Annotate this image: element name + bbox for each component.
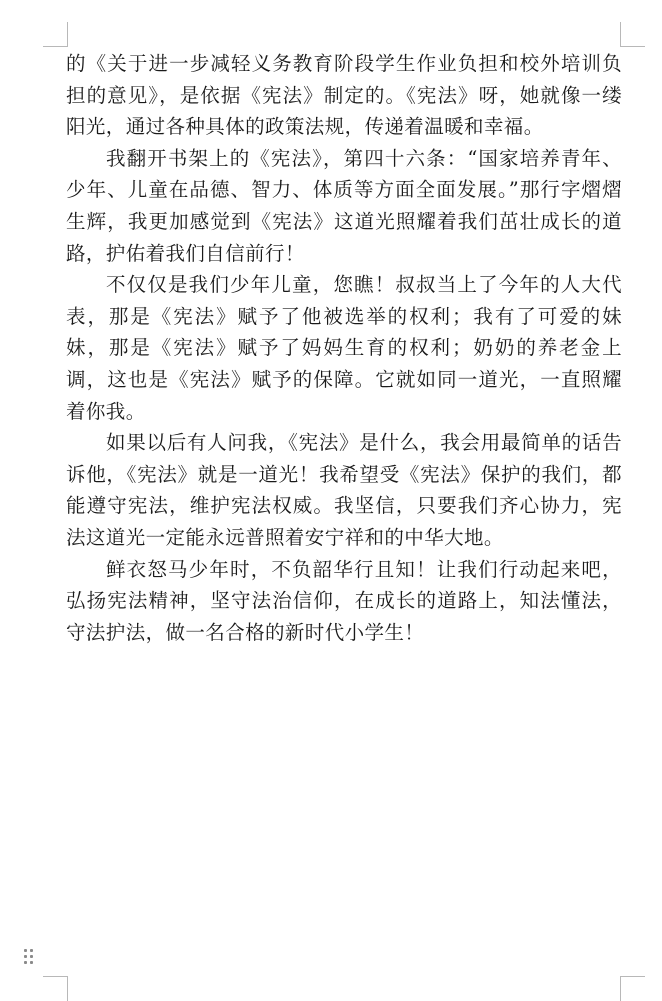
drag-handle-dot [30, 955, 33, 958]
margin-mark-top-left [43, 22, 68, 47]
drag-handle-dot [24, 961, 27, 964]
paragraph-1[interactable]: 的《关于进一步减轻义务教育阶段学生作业负担和校外培训负担的意见》，是依据《宪法》制定的。《宪法》呀，她就像一缕阳光，通过各种具体的政策法规，传递着温暖和幸福。 [66, 52, 622, 139]
drag-handle-icon[interactable] [24, 949, 34, 965]
margin-mark-bottom-right [620, 976, 645, 1001]
paragraph-2[interactable]: 我翻开书架上的《宪法》，第四十六条：“国家培养青年、少年、儿童在品德、智力、体质等方面全面发展。”那行字熠熠生辉，我更加感觉到《宪法》这道光照耀着我们茁壮成长的道路，护佑着我们自信前行！ [66, 146, 622, 265]
drag-handle-dot [30, 961, 33, 964]
margin-mark-bottom-left [43, 976, 68, 1001]
document-body[interactable] [66, 48, 622, 648]
paragraph-3[interactable]: 不仅仅是我们少年儿童，您瞧！叔叔当上了今年的人大代表，那是《宪法》赋予了他被选举的权利；我有了可爱的妹妹，那是《宪法》赋予了妈妈生育的权利；奶奶的养老金上调，这也是《宪法》赋予的保障。它就如同一道光，一直照耀着你我。 [66, 273, 622, 423]
margin-mark-top-right [620, 22, 645, 47]
paragraph-5[interactable]: 鲜衣怒马少年时，不负韶华行且知！让我们行动起来吧，弘扬宪法精神，坚守法治信仰，在成长的道路上，知法懂法，守法护法，做一名合格的新时代小学生！ [66, 557, 622, 644]
paragraph-4[interactable]: 如果以后有人问我，《宪法》是什么，我会用最简单的话告诉他，《宪法》就是一道光！我希望受《宪法》保护的我们，都能遵守宪法，维护宪法权威。我坚信，只要我们齐心协力，宪法这道光一定能永远普照着安宁祥和的中华大地。 [66, 431, 622, 549]
drag-handle-dot [24, 949, 27, 952]
drag-handle-dot [30, 949, 33, 952]
drag-handle-dot [24, 955, 27, 958]
